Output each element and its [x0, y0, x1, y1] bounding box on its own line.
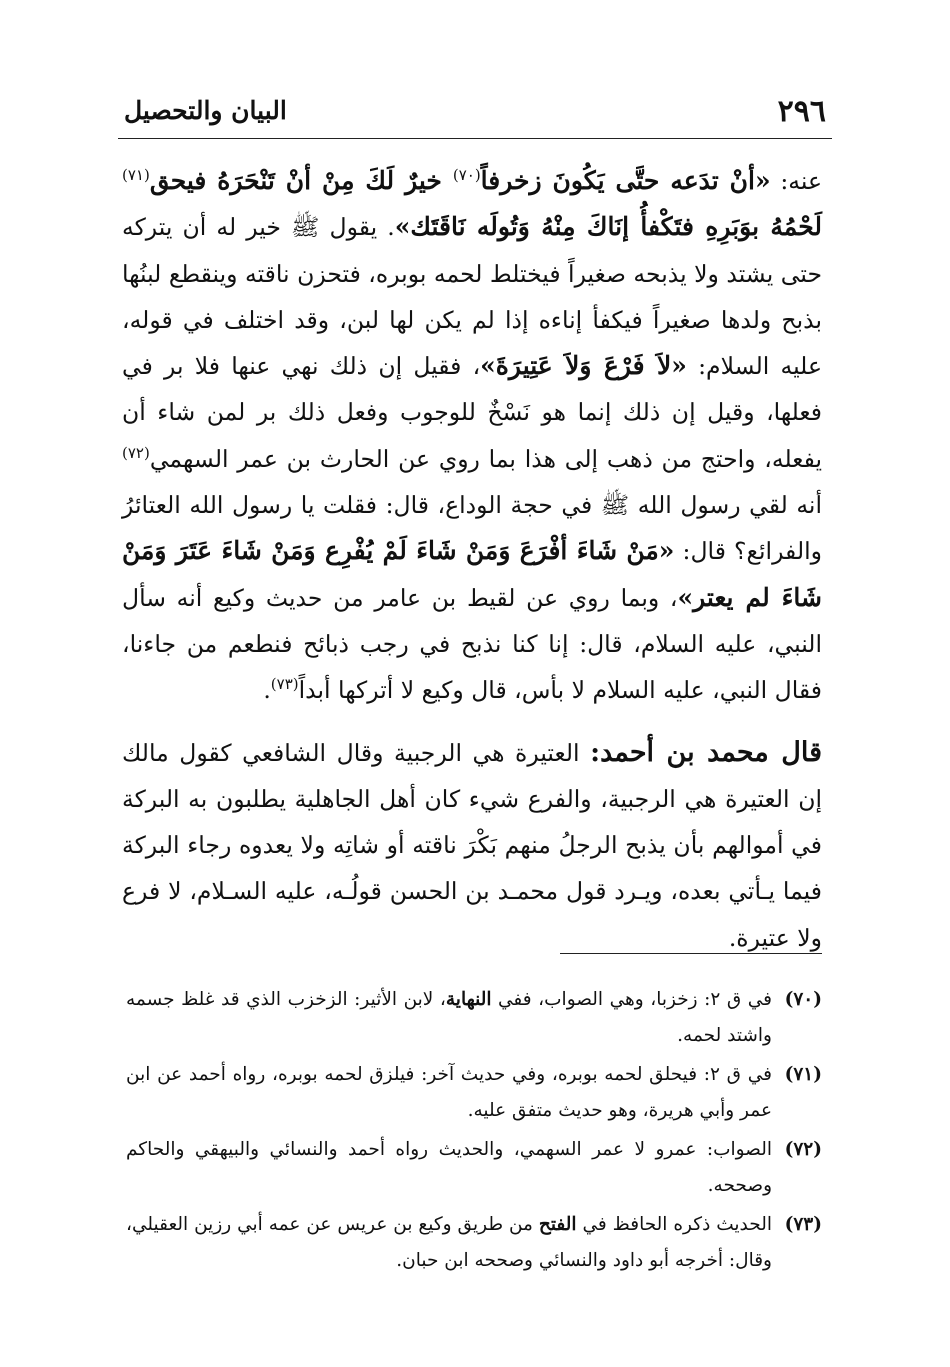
speaker-label: قال محمد بن أحمد:	[590, 736, 822, 768]
footnote-73	[126, 1207, 822, 1278]
cited-work: الفتح	[538, 1214, 577, 1235]
text-run: .	[263, 676, 271, 705]
cited-work: النهاية	[445, 989, 492, 1010]
footnote-text-run: في ق ٢: زخزبا، وهي الصواب، ففي	[491, 989, 773, 1010]
footnote-70	[126, 982, 822, 1053]
footnote-71	[126, 1057, 822, 1128]
footnote-number: (٧٢)	[784, 1139, 822, 1160]
hadith-quote: خيرٌ لَكَ مِنْ أنْ تَنْحَرَهُ فيحق	[149, 166, 453, 195]
footnote-text: في ق ٢: فيحلق لحمه بوبره، وفي حديث آخر: فيلزق لحمه بوبره، رواه أحمد عن ابن عمر وأبي هريرة، وهو حديث متفق عليه.	[126, 1064, 772, 1121]
hadith-quote: لَحْمُهُ بوَبَرِهِ فتَكْفأُ إنَاكَ مِنْهُ وَتُولَه نَاقَتَك»	[394, 212, 822, 242]
text-run: عنه:	[770, 167, 822, 195]
footnotes	[126, 982, 822, 1282]
hadith-quote: «مَنْ شَاءَ أفْرَعَ وَمَنْ شَاءَ لَمْ يُفْرِع وَمَنْ شَاءَ عَتَرَ وَمَنْ شَاءَ لم يعتر»	[122, 536, 822, 612]
footnote-text	[126, 982, 772, 1053]
page-header	[120, 92, 830, 134]
footnote-text-run: الحديث ذكره الحافظ في	[576, 1214, 772, 1235]
hadith-quote: «أنْ تدَعه حتَّى يَكُونَ زخرفاً	[480, 166, 771, 195]
footnote-text: الصواب: عمرو لا عمر السهمي، والحديث رواه أحمد والنسائي والبيهقي والحاكم وصححه.	[126, 1139, 772, 1196]
footnote-number: (٧٣)	[784, 1214, 822, 1235]
footnote-72	[126, 1132, 822, 1203]
header-rule	[118, 138, 832, 139]
text-run: . يقول ﷺ خير له أن يتركه حتى يشتد ولا يذبحه صغيراً فيختلط لحمه بوبره، فتحزن ناقته وينقطع لبنُها بذبح ولدها صغيراً فيكفأ إناءه إذا لم يكن لها لبن، وقد اختلف في قوله، عليه السلام:	[122, 213, 822, 381]
footnote-number: (٧١)	[784, 1064, 822, 1085]
hadith-quote: «لاَ فَرْعَ وَلاَ عَتِيرَةَ»	[480, 351, 687, 381]
footnote-ref-72[interactable]: (٧٢)	[122, 443, 150, 462]
footnote-number: (٧٠)	[784, 989, 822, 1010]
footnote-ref-70[interactable]: (٧٠)	[452, 166, 481, 185]
paragraph-1	[122, 158, 822, 714]
text-run: العتيرة هي الرجبية وقال الشافعي كقول مالك إن العتيرة هي الرجبية، والفرع شيء كان أهل الجاهلية يطلبون به البركة في أموالهم بأن يذبح الرجلُ منهم بَكْرَ ناقته أو شاتِه ولا يعدوه رجاء البركة فيما يـأتي بعده، ويـرد قول محمـد بن الحسن قولُـه، عليه السـلام، لا فرع ولا عتيرة.	[122, 738, 822, 952]
main-text	[122, 158, 822, 961]
footnote-ref-73[interactable]: (٧٣)	[270, 675, 299, 694]
text-run: ، وبما روي عن لقيط بن عامر من حديث وكيع أنه سأل النبي، عليه السلام، قال: إنا كنا نذبح في رجب ذبائح فنطعم من جاءنا، فقال النبي، عليه السلام لا بأس، قال وكيع لا أتركها أبداً	[122, 583, 822, 705]
running-title: البيان والتحصيل	[124, 96, 287, 125]
text-run: ، فقيل إن ذلك نهي عنها فلا بر في فعلها، وقيل إن ذلك إنما هو نَسْخٌ للوجوب وفعل ذلك بر لمن شاء أن يفعله، واحتج من ذهب إلى هذا بما روي عن الحارث بن عمر السهمي	[122, 352, 822, 473]
paragraph-2	[122, 730, 822, 961]
text-run: أنه لقي رسول الله ﷺ في حجة الوداع، قال: فقلت يا رسول الله العتائرُ والفرائع؟ قال:	[122, 491, 822, 566]
footnote-ref-71[interactable]: (٧١)	[122, 166, 150, 185]
page-number: ٢٩٦	[777, 94, 826, 129]
footnote-text	[126, 1207, 772, 1278]
footnote-separator	[560, 953, 822, 954]
footnote-text-run: من طريق وكيع بن عريس عن عمه أبي رزين العقيلي، وقال: أخرجه أبو داود والنسائي وصححه ابن حبان.	[126, 1214, 772, 1271]
footnote-text-run: ، لابن الأثير: الزخزب الذي قد غلظ جسمه واشتد لحمه.	[126, 989, 772, 1046]
